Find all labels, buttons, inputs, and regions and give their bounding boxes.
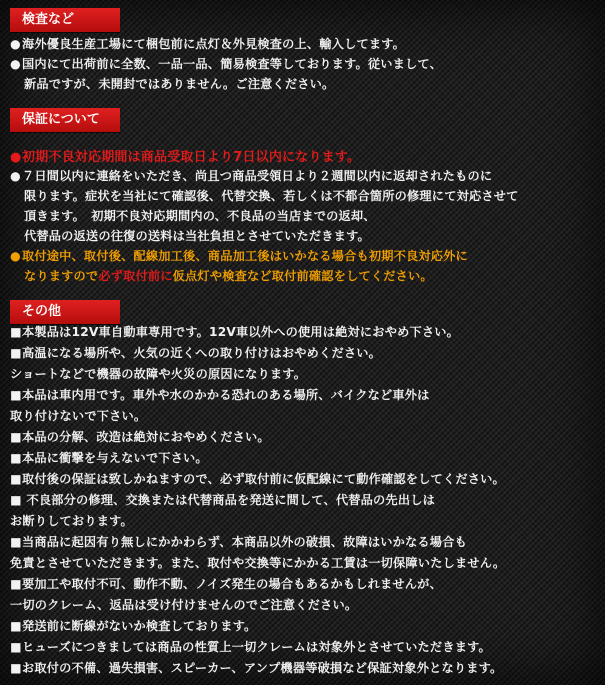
list-item: ●海外優良生産工場にて梱包前に点灯＆外見検査の上、輸入してます。 — [10, 37, 406, 51]
section-title: 保証について — [22, 112, 100, 127]
section-title: 検査など — [22, 12, 75, 27]
list-item: ■本品の分解、改造は絶対におやめください。 — [10, 430, 270, 444]
list-item: ■本品に衝撃を与えないで下さい。 — [10, 451, 208, 465]
note-line: ●取付途中、取付後、配線加工後、商品加工後はいかなる場合も初期不良対応外に — [10, 249, 468, 263]
note-line-continuation: なりますので必ず取付前に仮点灯や検査など取付前確認をしてください。 — [24, 269, 433, 283]
section-header-warranty — [10, 108, 120, 132]
section-header-inspection — [10, 8, 120, 32]
list-item-continuation: お断りしております。 — [10, 514, 133, 528]
list-item-continuation: 免責とさせていただきます。また、取付や交換等にかかる工賃は一切保障いたしません。 — [10, 556, 506, 570]
list-item-continuation: 取り付けないで下さい。 — [10, 409, 147, 423]
list-item: ■お取付の不備、過失損害、スピーカー、アンプ機器等破損など保証対象外となります。 — [10, 661, 503, 675]
list-item-continuation: 頂きます。 初期不良対応期間内の、不良品の当店までの返却、 — [24, 209, 376, 223]
list-item-continuation: 限ります。症状を当社にて確認後、代替交換、若しくは不都合箇所の修理にて対応させて — [24, 189, 519, 203]
list-item-continuation: 新品ですが、未開封ではありません。ご注意ください。 — [24, 77, 335, 91]
list-item: ■本品は車内用です。車外や水のかかる恐れのある場所、バイクなど車外は — [10, 388, 430, 402]
section-header-other — [10, 300, 120, 324]
list-item: ●７日間以内に連絡をいただき、尚且つ商品受領日より２週間以内に返却されたものに — [10, 169, 493, 183]
list-item: ■本製品は12V車自動車専用です。12V車以外への使用は絶対におやめ下さい。 — [10, 325, 460, 339]
list-item: ■要加工や取付不可、動作不動、ノイズ発生の場合もあるかもしれませんが、 — [10, 577, 442, 591]
list-item-continuation: 代替品の返送の往復の送料は当社負担とさせていただきます。 — [24, 229, 370, 243]
list-item: ■ 不良部分の修理、交換または代替商品を発送に間して、代替品の先出しは — [10, 493, 435, 507]
list-item-continuation: ショートなどで機器の故障や火災の原因になります。 — [10, 367, 307, 381]
section-title: その他 — [22, 304, 62, 319]
warning-line: ●初期不良対応期間は商品受取日より7日以内になります。 — [10, 150, 361, 165]
list-item: ■高温になる場所や、火気の近くへの取り付けはおやめください。 — [10, 346, 381, 360]
list-item: ■当商品に起因有り無しにかかわらず、本商品以外の破損、故障はいかなる場合も — [10, 535, 467, 549]
list-item: ●国内にて出荷前に全数、一品一品、簡易検査等しております。従いまして、 — [10, 57, 442, 71]
list-item: ■取付後の保証は致しかねますので、必ず取付前に仮配線にて動作確認をしてください。 — [10, 472, 505, 486]
list-item-continuation: 一切のクレーム、返品は受け付けませんのでご注意ください。 — [10, 598, 358, 612]
list-item: ■ヒューズにつきましては商品の性質上一切クレームは対象外とさせていただきます。 — [10, 640, 491, 654]
list-item: ■発送前に断線がないか検査しております。 — [10, 619, 257, 633]
